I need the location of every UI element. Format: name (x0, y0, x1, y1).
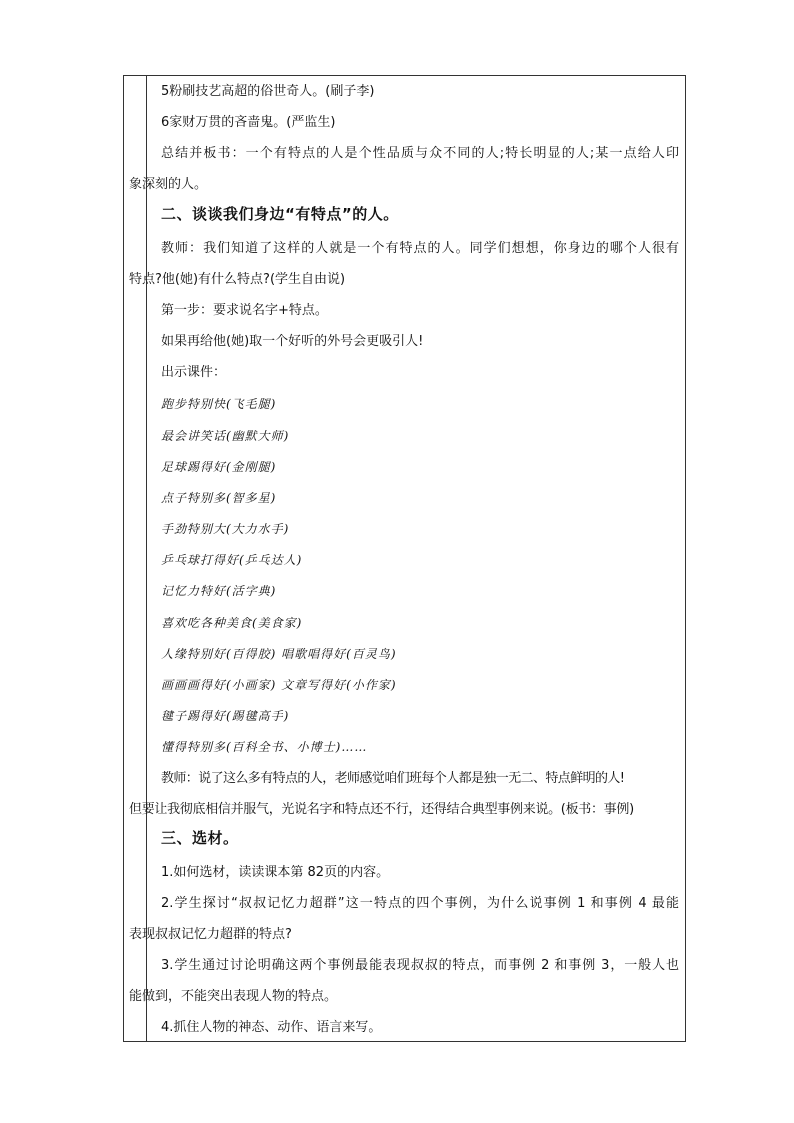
handwritten-line: 点子特别多(智多星) (161, 491, 277, 505)
handwritten-line: 跑步特别快(飞毛腿) (161, 397, 277, 411)
text-line: 教师：说了这么多有特点的人，老师感觉咱们班每个人都是独一无二、特点鲜明的人! (161, 771, 625, 786)
handwritten-line: 记忆力特好(活字典) (161, 584, 277, 598)
text-line: 4.抓住人物的神态、动作、语言来写。 (161, 1020, 382, 1035)
handwritten-line: 手劲特别大(大力水手) (161, 522, 290, 536)
handwritten-line: 喜欢吃各种美食(美食家) (161, 616, 303, 630)
text-line: 出示课件： (161, 365, 227, 380)
text-line: 表现叔叔记忆力超群的特点? (129, 927, 292, 942)
text-line: 3.学生通过讨论明确这两个事例最能表现叔叔的特点，而事例 2 和事例 3，一般人也 (161, 958, 679, 973)
table-column-divider (146, 75, 147, 1042)
text-line: 能做到，不能突出表现人物的特点。 (129, 989, 338, 1004)
text-line: 象深刻的人。 (129, 177, 208, 192)
handwritten-line: 画画画得好(小画家) 文章写得好(小作家) (161, 678, 397, 692)
text-line: 2.学生探讨“叔叔记忆力超群”这一特点的四个事例，为什么说事例 1 和事例 4 最能 (161, 896, 679, 911)
text-line: 但要让我彻底相信并服气，光说名字和特点还不行，还得结合典型事例来说。(板书：事例) (129, 802, 634, 817)
text-line: 6家财万贯的吝啬鬼。(严监生) (161, 115, 336, 130)
text-line: 第一步：要求说名字+特点。 (161, 303, 328, 318)
text-line: 5粉刷技艺高超的俗世奇人。(刷子李) (161, 84, 375, 99)
handwritten-line: 最会讲笑话(幽默大师) (161, 429, 290, 443)
handwritten-line: 足球踢得好(金刚腿) (161, 460, 277, 474)
handwritten-line: 毽子踢得好(踢毽高手) (161, 709, 290, 723)
section-heading: 三、选材。 (161, 829, 239, 847)
handwritten-line: 人缘特别好(百得胶) 唱歌唱得好(百灵鸟) (161, 647, 397, 661)
text-line: 教师：我们知道了这样的人就是一个有特点的人。同学们想想，你身边的哪个人很有 (161, 241, 679, 256)
text-line: 1.如何选材，读读课本第 82页的内容。 (161, 865, 390, 880)
text-line: 总结并板书：一个有特点的人是个性品质与众不同的人;特长明显的人;某一点给人印 (161, 146, 679, 161)
handwritten-line: 懂得特别多(百科全书、小博士)…… (161, 740, 368, 754)
handwritten-line: 乒乓球打得好(乒乓达人) (161, 553, 303, 567)
text-line: 特点?他(她)有什么特点?(学生自由说) (129, 272, 346, 287)
text-line: 如果再给他(她)取一个好听的外号会更吸引人! (161, 334, 424, 349)
section-heading: 二、谈谈我们身边“有特点”的人。 (161, 205, 399, 223)
